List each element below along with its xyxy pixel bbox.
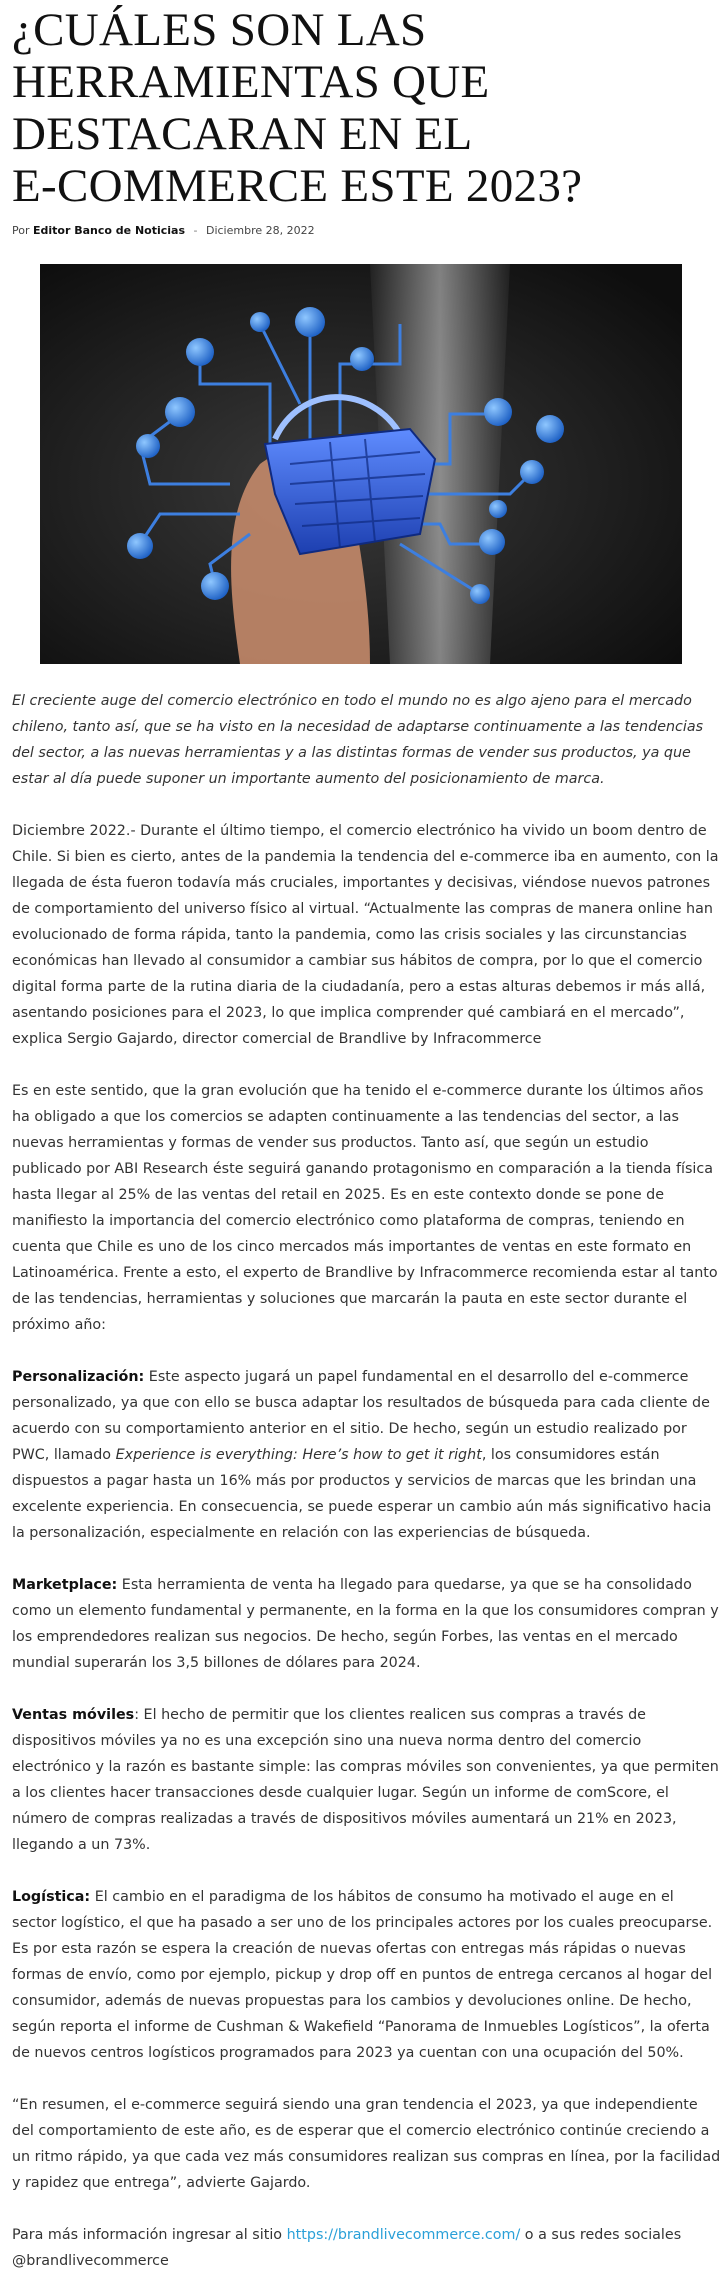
brandlive-website-link[interactable]: https://brandlivecommerce.com/: [286, 2227, 521, 2243]
meta-separator: -: [193, 224, 198, 237]
paragraph-intro: Diciembre 2022.- Durante el último tiempo, el comercio electrónico ha vivido un boom dentro de Chile. Si bien es cierto, antes de la pandemia la tendencia del e-commerce iba en aumento, con la llegada de ésta fueron todavía más cruciales, importantes y decisivas, viéndose nuevos patrones de comportamiento del universo físico al virtual. “Actualmente las compras de manera online han evolucionado de forma rápida, tanto la pandemia, como las crisis sociales y las circunstancias económicas han llevado al consumidor a cambiar sus hábitos de compra, por lo que el comercio digital forma parte de la rutina diaria de la ciudadanía, pero a estas alturas debemos ir más allá, asentando posiciones para el 2023, lo que implica comprender qué cambiará en el mercado”, explica Sergio Gajardo, director comercial de Brandlive by Infracommerce: [12, 823, 719, 1047]
article-lead: El creciente auge del comercio electrónico en todo el mundo no es algo ajeno para el mercado chileno, tanto así, que se ha visto en la necesidad de adaptarse continuamente a las tendencias del sector, a las nuevas herramientas y a las distintas formas de vender sus productos, ya que estar al día puede suponer un importante aumento del posicionamiento de marca.: [12, 693, 704, 787]
title-line: ¿CUÁLES SON LAS: [12, 4, 427, 56]
title-line: E-COMMERCE ESTE 2023?: [12, 160, 583, 212]
featured-image: [40, 264, 682, 664]
title-line: HERRAMIENTAS QUE: [12, 56, 490, 108]
paragraph-marketplace: [12, 1572, 721, 1676]
paragraph-text: : El hecho de permitir que los clientes realicen sus compras a través de dispositivos móviles ya no es una excepción sino una nueva norma dentro del comercio electrónico y la razón es bastante simple: las compras móviles son convenientes, ya que permiten a los clientes hacer transacciones desde cualquier lugar. Según un informe de comScore, el número de compras realizadas a través de dispositivos móviles aumentará un 21% en 2023, llegando a un 73%.: [12, 1707, 719, 1853]
paragraph-context: Es en este sentido, que la gran evolución que ha tenido el e-commerce durante los últimos años ha obligado a que los comercios se adapten continuamente a las tendencias del sector, a las nuevas herramientas y formas de vender sus productos. Tanto así, que según un estudio publicado por ABI Research éste seguirá ganando protagonismo en comparación a la tienda física hasta llegar al 25% de las ventas del retail en 2025. Es en este contexto donde se pone de manifiesto la importancia del comercio electrónico como plataforma de compras, teniendo en cuenta que Chile es uno de los cinco mercados más importantes de ventas en este formato en Latinoamérica. Frente a esto, el experto de Brandlive by Infracommerce recomienda estar al tanto de las tendencias, herramientas y soluciones que marcarán la pauta en este sector durante el próximo año:: [12, 1083, 718, 1333]
author-link[interactable]: Editor Banco de Noticias: [33, 224, 185, 237]
section-label-personalization: Personalización:: [12, 1369, 145, 1385]
section-label-marketplace: Marketplace:: [12, 1577, 118, 1593]
section-label-logistics: Logística:: [12, 1889, 91, 1905]
paragraph-text: Esta herramienta de venta ha llegado para quedarse, ya que se ha consolidado como un elemento fundamental y permanente, en la forma en la que los consumidores compran y los emprendedores realizan sus negocios. De hecho, según Forbes, las ventas en el mercado mundial superarán los 3,5 billones de dólares para 2024.: [12, 1577, 719, 1671]
paragraph-text: o a sus redes sociales @brandlivecommerce: [12, 2227, 682, 2269]
title-line: DESTACARAN EN EL: [12, 108, 473, 160]
paragraph-text: Para más información ingresar al sitio: [12, 2227, 287, 2243]
paragraph-text: El cambio en el paradigma de los hábitos de consumo ha motivado el auge en el sector logístico, el que ha pasado a ser uno de los principales actores por los cuales preocuparse. Es por esta razón se espera la creación de nuevas ofertas con entregas más rápidas o nuevas formas de envío, como por ejemplo, pickup y drop off en puntos de entrega cercanos al hogar del consumidor, además de nuevas propuestas para los cambios y devoluciones online. De hecho, según reporta el informe de Cushman & Wakefield “Panorama de Inmuebles Logísticos”, la oferta de nuevos centros logísticos programados para 2023 ya cuentan con una ocupación del 50%.: [12, 1889, 713, 2061]
article-title: [12, 0, 721, 212]
shopping-basket-network-icon: [40, 264, 682, 664]
paragraph-text: , los consumidores están dispuestos a pagar hasta un 16% más por productos y servicios de marcas que les brindan una excelente experiencia. En consecuencia, se puede esperar un cambio aún más significativo hacia la personalización, especialmente en relación con las experiencias de búsqueda.: [12, 1447, 712, 1541]
publish-date: Diciembre 28, 2022: [205, 224, 315, 237]
paragraph-mobile-sales: [12, 1702, 721, 1858]
byline-label: Por: [12, 224, 30, 237]
section-label-mobile-sales: Ventas móviles: [12, 1707, 135, 1723]
paragraph-summary-quote: “En resumen, el e-commerce seguirá siendo una gran tendencia el 2023, ya que independiente del comportamiento de este año, es de esperar que el comercio electrónico continúe creciendo a un ritmo rápido, ya que cada vez más consumidores realizan sus compras en línea, por la facilidad y rapidez que entrega”, advierte Gajardo.: [12, 2097, 721, 2191]
paragraph-personalization: [12, 1364, 721, 1546]
paragraph-logistics: [12, 1884, 721, 2066]
paragraph-text: Este aspecto jugará un papel fundamental en el desarrollo del e-commerce personalizado, ya que con ello se busca adaptar los resultados de búsqueda para cada cliente de acuerdo con su comportamiento anterior en el sitio. De hecho, según un estudio realizado por PWC, llamado: [12, 1369, 710, 1463]
study-title: Experience is everything: Here’s how to get it right: [115, 1447, 482, 1463]
article-meta: [12, 224, 721, 244]
paragraph-more-info: [12, 2222, 721, 2274]
